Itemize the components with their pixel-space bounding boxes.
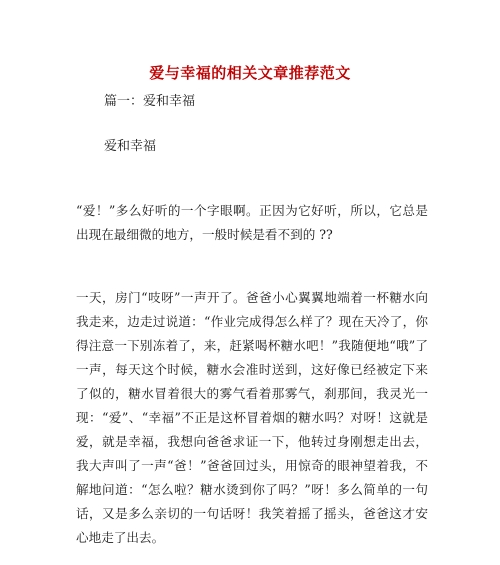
paragraph-2: 一天，房门“吱呀”一声开了。爸爸小心翼翼地端着一杯糖水向我走来，边走过说道：“作业完成得怎么样了？现在天冷了，你得注意一下别冻着了，来，赶紧喝杯糖水吧！”我随便地“哦”了一声，每天这个时候，糖水会准时送到，这好像已经被定下来了似的，糖水冒着很大的雾气看着那雾气，刹那间，我灵光一现：“爱”、“幸福”不正是这杯冒着烟的糖水吗？对呀！这就是爱，就是幸福，我想向爸爸求证一下，他转过身刚想走出去，我大声叫了一声“爸！”爸爸回过头，用惊奇的眼神望着我，不解地问道：“怎么啦？糖水烫到你了吗？”呀！多么简单的一句话，又是多么亲切的一句话呀！我笑着摇了摇头，爸爸这才安心地走了出去。 [76, 290, 428, 545]
section-heading: 篇一：爱和幸福 [104, 94, 196, 109]
paragraph-1: “爱！”多么好听的一个字眼啊。正因为它好听，所以，它总是出现在最细微的地方，一般时候是看不到的 ?? [76, 203, 428, 242]
article-subtitle: 爱和幸福 [104, 139, 157, 154]
document-title: 爱与幸福的相关文章推荐范文 [149, 64, 351, 82]
